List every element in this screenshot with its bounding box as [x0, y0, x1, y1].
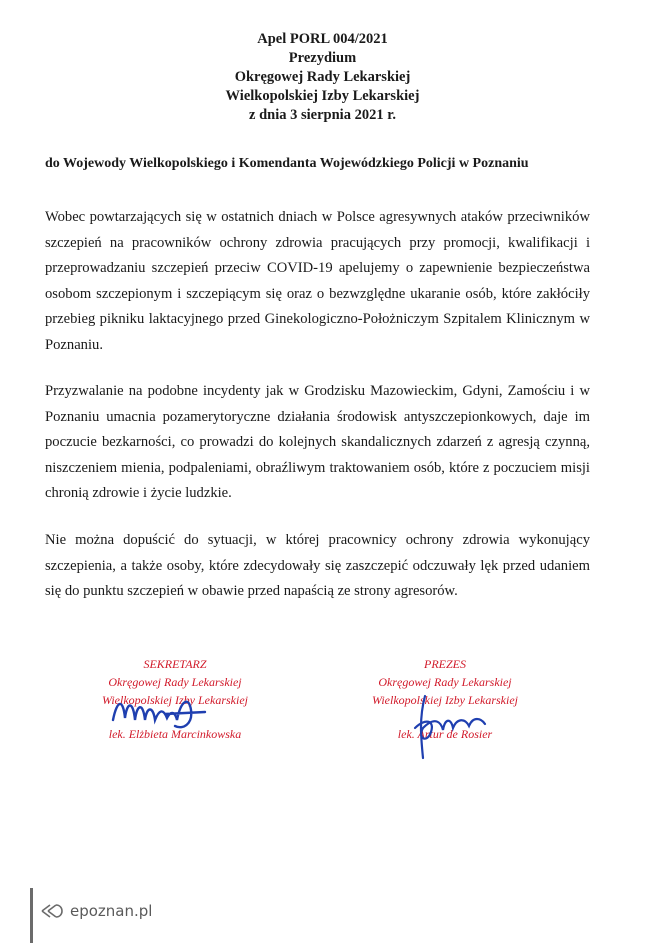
issuer-chamber: Wielkopolskiej Izby Lekarskiej	[225, 88, 420, 104]
issuer-body: Prezydium	[288, 50, 357, 66]
signature-org-line-2: Wielkopolskiej Izby Lekarskiej	[102, 693, 248, 707]
document-date: z dnia 3 sierpnia 2021 r.	[249, 107, 396, 123]
paragraph-3: Nie można dopuścić do sytuacji, w której pracownicy ochrony zdrowia wykonujący szczepienia, a także osoby, które zdecydowały się zaszczepić odczuwały lęk przed udaniem się do punktu szczepień w obawie przed napaścią ze strony agresorów.	[45, 532, 590, 599]
signature-org-line-2: Wielkopolskiej Izby Lekarskiej	[372, 693, 518, 707]
handwritten-signature-secretary	[105, 690, 225, 735]
handwritten-signature-president	[395, 688, 505, 763]
addressee-line: do Wojewody Wielkopolskiego i Komendanta Wojewódzkiego Policji w Poznaniu	[45, 156, 529, 171]
signature-title: PREZES	[424, 657, 466, 671]
signature-title: SEKRETARZ	[143, 657, 207, 671]
source-watermark	[30, 888, 170, 943]
signature-name: lek. Elżbieta Marcinkowska	[108, 727, 242, 741]
signature-name: lek. Artur de Rosier	[397, 727, 493, 741]
watermark-bar	[30, 888, 33, 943]
epoznan-logo-icon	[40, 902, 66, 920]
issuer-council: Okręgowej Rady Lekarskiej	[234, 69, 411, 85]
paragraph-2: Przyzwalanie na podobne incydenty jak w Grodzisku Mazowieckim, Gdyni, Zamościu i w Poznaniu umacnia pozamerytoryczne działania środowisk antyszczepionkowych, daje im poczucie bezkarności, co prowadzi do kolejnych skandalicznych zdarzeń z agresją czynną, niszczeniem mienia, podpaleniami, obraźliwym traktowaniem osób, które z poczuciem misji chronią zdrowie i życie ludzkie.	[45, 383, 590, 501]
signature-org-line-1: Okręgowej Rady Lekarskiej	[108, 675, 242, 689]
appeal-number: Apel PORL 004/2021	[257, 31, 388, 47]
document-header	[0, 30, 645, 125]
signature-org-line-1: Okręgowej Rady Lekarskiej	[378, 675, 512, 689]
watermark-text: epoznan.pl	[70, 902, 153, 920]
paragraph-1: Wobec powtarzających się w ostatnich dniach w Polsce agresywnych ataków przeciwników szczepień na pracowników ochrony zdrowia pracujących przy promocji, kwalifikacji i przeprowadzaniu szczepień przeciw COVID-19 apelujemy o zapewnienie bezpieczeństwa osobom szczepionym i szczepiącym się oraz o bezwzględne ukaranie osób, które zakłóciły przebieg pikniku laktacyjnego przed Ginekologiczno-Położniczym Szpitalem Klinicznym w Poznaniu.	[45, 209, 590, 353]
